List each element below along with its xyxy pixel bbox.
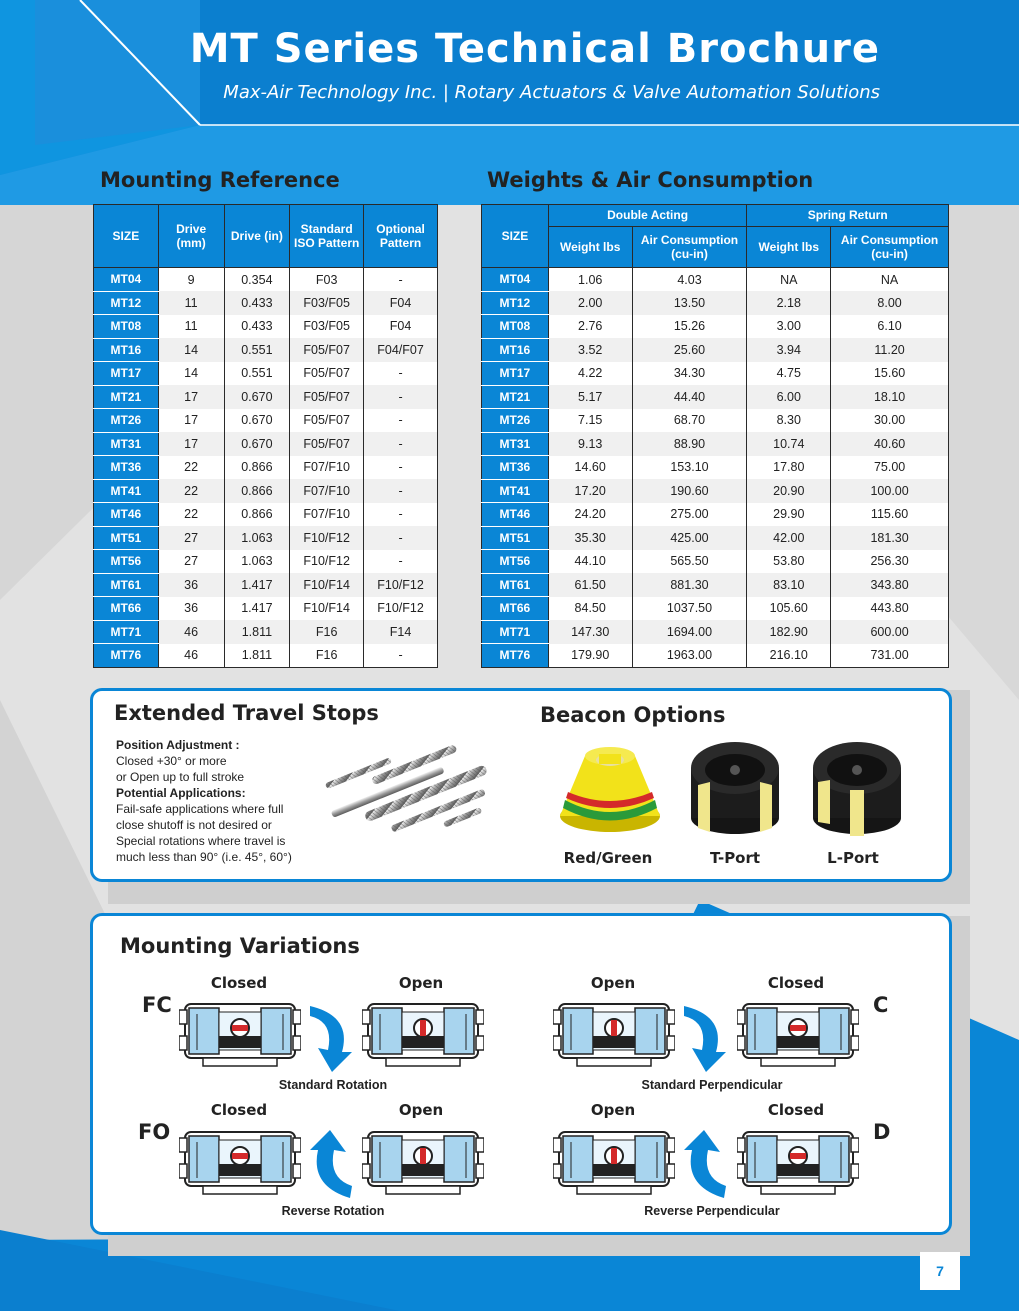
weights-table bbox=[481, 204, 949, 668]
position-label: Position Adjustment : bbox=[116, 738, 240, 752]
size-cell: MT41 bbox=[482, 479, 549, 503]
applications-label: Potential Applications: bbox=[116, 786, 246, 800]
table-row bbox=[482, 315, 949, 339]
actuator-diagram bbox=[553, 1000, 675, 1068]
table-row bbox=[94, 503, 438, 527]
travel-stops-description bbox=[116, 737, 316, 865]
state-label: Closed bbox=[210, 974, 268, 992]
group-header: Double Acting bbox=[548, 205, 747, 227]
table-cell: 153.10 bbox=[632, 456, 747, 480]
table-cell: - bbox=[364, 385, 438, 409]
table-cell: 0.551 bbox=[224, 338, 290, 362]
table-cell: 34.30 bbox=[632, 362, 747, 386]
table-cell: F05/F07 bbox=[290, 409, 364, 433]
table-cell: F03/F05 bbox=[290, 315, 364, 339]
table-cell: 3.00 bbox=[747, 315, 831, 339]
mounting-reference-heading: Mounting Reference bbox=[100, 168, 340, 192]
table-cell: 115.60 bbox=[831, 503, 949, 527]
table-cell: F05/F07 bbox=[290, 432, 364, 456]
variation-code-c: C bbox=[873, 993, 889, 1017]
state-label: Open bbox=[398, 1101, 444, 1119]
size-cell: MT36 bbox=[482, 456, 549, 480]
table-cell: 17 bbox=[158, 385, 224, 409]
state-label: Closed bbox=[767, 1101, 825, 1119]
state-label: Open bbox=[590, 974, 636, 992]
table-row bbox=[482, 620, 949, 644]
table-cell: - bbox=[364, 432, 438, 456]
table-cell: 1037.50 bbox=[632, 597, 747, 621]
table-cell: 27 bbox=[158, 526, 224, 550]
table-row bbox=[482, 432, 949, 456]
table-cell: F07/F10 bbox=[290, 503, 364, 527]
table-cell: 216.10 bbox=[747, 644, 831, 668]
actuator-diagram bbox=[737, 1000, 859, 1068]
table-cell: 61.50 bbox=[548, 573, 632, 597]
table-cell: 10.74 bbox=[747, 432, 831, 456]
table-row bbox=[94, 291, 438, 315]
column-header: Air Consumption (cu-in) bbox=[632, 227, 747, 268]
state-label: Closed bbox=[210, 1101, 268, 1119]
table-cell: 100.00 bbox=[831, 479, 949, 503]
table-cell: 0.866 bbox=[224, 503, 290, 527]
table-cell: F04/F07 bbox=[364, 338, 438, 362]
table-cell: 53.80 bbox=[747, 550, 831, 574]
table-cell: F16 bbox=[290, 620, 364, 644]
table-cell: 1.06 bbox=[548, 268, 632, 292]
reverse-rotation-arrow-icon bbox=[310, 1128, 360, 1200]
table-cell: 9 bbox=[158, 268, 224, 292]
variation-caption: Reverse Rotation bbox=[281, 1204, 385, 1218]
beacon-option-label: L-Port bbox=[827, 849, 879, 867]
table-cell: 84.50 bbox=[548, 597, 632, 621]
size-cell: MT21 bbox=[482, 385, 549, 409]
beacon-option-label: Red/Green bbox=[563, 849, 653, 867]
table-cell: 443.80 bbox=[831, 597, 949, 621]
applications-line: Fail-safe applications where full bbox=[116, 802, 284, 816]
actuator-diagram bbox=[737, 1128, 859, 1196]
table-cell: 11.20 bbox=[831, 338, 949, 362]
table-cell: - bbox=[364, 456, 438, 480]
size-cell: MT66 bbox=[94, 597, 159, 621]
table-cell: 1.063 bbox=[224, 550, 290, 574]
table-cell: F04 bbox=[364, 315, 438, 339]
table-cell: 17 bbox=[158, 432, 224, 456]
table-cell: F07/F10 bbox=[290, 456, 364, 480]
size-cell: MT26 bbox=[482, 409, 549, 433]
table-row bbox=[94, 432, 438, 456]
table-cell: - bbox=[364, 644, 438, 668]
table-row bbox=[94, 362, 438, 386]
table-cell: F16 bbox=[290, 644, 364, 668]
size-cell: MT41 bbox=[94, 479, 159, 503]
size-cell: MT66 bbox=[482, 597, 549, 621]
table-cell: 4.03 bbox=[632, 268, 747, 292]
table-row bbox=[482, 291, 949, 315]
size-cell: MT51 bbox=[482, 526, 549, 550]
actuator-diagram bbox=[362, 1000, 484, 1068]
table-cell: 2.00 bbox=[548, 291, 632, 315]
size-cell: MT76 bbox=[94, 644, 159, 668]
column-header: SIZE bbox=[94, 205, 159, 268]
table-row bbox=[482, 503, 949, 527]
size-cell: MT46 bbox=[482, 503, 549, 527]
table-cell: F03/F05 bbox=[290, 291, 364, 315]
table-cell: 20.90 bbox=[747, 479, 831, 503]
column-header: Drive (mm) bbox=[158, 205, 224, 268]
state-label: Open bbox=[398, 974, 444, 992]
size-cell: MT61 bbox=[482, 573, 549, 597]
size-cell: MT61 bbox=[94, 573, 159, 597]
table-cell: 565.50 bbox=[632, 550, 747, 574]
table-row bbox=[482, 338, 949, 362]
table-cell: 15.26 bbox=[632, 315, 747, 339]
table-row bbox=[94, 338, 438, 362]
column-header: Standard ISO Pattern bbox=[290, 205, 364, 268]
table-cell: - bbox=[364, 550, 438, 574]
size-cell: MT31 bbox=[94, 432, 159, 456]
table-cell: 22 bbox=[158, 503, 224, 527]
table-cell: 343.80 bbox=[831, 573, 949, 597]
table-cell: 182.90 bbox=[747, 620, 831, 644]
table-row bbox=[94, 315, 438, 339]
size-cell: MT16 bbox=[94, 338, 159, 362]
table-cell: 25.60 bbox=[632, 338, 747, 362]
table-row bbox=[482, 268, 949, 292]
table-row bbox=[94, 597, 438, 621]
column-header: Drive (in) bbox=[224, 205, 290, 268]
state-label: Open bbox=[590, 1101, 636, 1119]
table-row bbox=[482, 550, 949, 574]
brochure-title: MT Series Technical Brochure bbox=[189, 26, 880, 72]
table-row bbox=[482, 573, 949, 597]
table-cell: 3.94 bbox=[747, 338, 831, 362]
variation-caption: Standard Perpendicular bbox=[641, 1078, 783, 1092]
column-header: SIZE bbox=[482, 205, 549, 268]
table-row bbox=[482, 644, 949, 668]
rotation-arrow-icon bbox=[306, 1002, 356, 1074]
table-cell: 0.670 bbox=[224, 409, 290, 433]
actuator-diagram bbox=[362, 1128, 484, 1196]
weights-heading: Weights & Air Consumption bbox=[487, 168, 814, 192]
table-cell: 0.866 bbox=[224, 479, 290, 503]
table-cell: F10/F12 bbox=[364, 573, 438, 597]
table-cell: F05/F07 bbox=[290, 362, 364, 386]
size-cell: MT71 bbox=[94, 620, 159, 644]
variation-code-fo: FO bbox=[138, 1120, 171, 1144]
table-row bbox=[482, 479, 949, 503]
table-cell: F10/F12 bbox=[290, 550, 364, 574]
size-cell: MT56 bbox=[482, 550, 549, 574]
table-cell: 0.433 bbox=[224, 315, 290, 339]
table-row bbox=[94, 644, 438, 668]
table-cell: F10/F14 bbox=[290, 597, 364, 621]
table-cell: 9.13 bbox=[548, 432, 632, 456]
beacon-option-label: T-Port bbox=[709, 849, 761, 867]
table-cell: 75.00 bbox=[831, 456, 949, 480]
table-cell: 18.10 bbox=[831, 385, 949, 409]
table-row bbox=[94, 526, 438, 550]
table-cell: 11 bbox=[158, 315, 224, 339]
page-number: 7 bbox=[920, 1252, 960, 1290]
table-cell: 181.30 bbox=[831, 526, 949, 550]
table-row bbox=[482, 526, 949, 550]
table-cell: 15.60 bbox=[831, 362, 949, 386]
table-cell: 4.75 bbox=[747, 362, 831, 386]
size-cell: MT46 bbox=[94, 503, 159, 527]
variation-caption: Standard Rotation bbox=[278, 1078, 388, 1092]
l-port-beacon-image bbox=[810, 740, 905, 840]
table-cell: 5.17 bbox=[548, 385, 632, 409]
table-cell: 256.30 bbox=[831, 550, 949, 574]
travel-stop-rods-image bbox=[322, 732, 502, 867]
table-cell: 29.90 bbox=[747, 503, 831, 527]
table-cell: 1.417 bbox=[224, 573, 290, 597]
table-cell: F10/F12 bbox=[364, 597, 438, 621]
variation-caption: Reverse Perpendicular bbox=[644, 1204, 780, 1218]
column-header: Air Consumption (cu-in) bbox=[831, 227, 949, 268]
table-cell: 2.76 bbox=[548, 315, 632, 339]
position-line: or Open up to full stroke bbox=[116, 770, 245, 784]
table-cell: 0.433 bbox=[224, 291, 290, 315]
size-cell: MT51 bbox=[94, 526, 159, 550]
applications-line: Special rotations where travel is bbox=[116, 834, 286, 848]
actuator-diagram bbox=[179, 1128, 301, 1196]
table-cell: 190.60 bbox=[632, 479, 747, 503]
table-cell: F07/F10 bbox=[290, 479, 364, 503]
size-cell: MT08 bbox=[94, 315, 159, 339]
table-cell: - bbox=[364, 479, 438, 503]
table-cell: F04 bbox=[364, 291, 438, 315]
size-cell: MT56 bbox=[94, 550, 159, 574]
table-cell: F10/F12 bbox=[290, 526, 364, 550]
table-cell: 8.00 bbox=[831, 291, 949, 315]
reverse-rotation-arrow-icon bbox=[684, 1128, 734, 1200]
table-cell: 17.80 bbox=[747, 456, 831, 480]
actuator-diagram bbox=[179, 1000, 301, 1068]
table-cell: 1.417 bbox=[224, 597, 290, 621]
table-cell: 179.90 bbox=[548, 644, 632, 668]
size-cell: MT04 bbox=[94, 268, 159, 292]
table-cell: 36 bbox=[158, 597, 224, 621]
table-cell: F14 bbox=[364, 620, 438, 644]
travel-stops-heading: Extended Travel Stops bbox=[114, 701, 379, 725]
actuator-diagram bbox=[553, 1128, 675, 1196]
table-cell: 17.20 bbox=[548, 479, 632, 503]
applications-line: close shutoff is not desired or bbox=[116, 818, 272, 832]
table-cell: 731.00 bbox=[831, 644, 949, 668]
table-cell: 1.811 bbox=[224, 644, 290, 668]
beacon-heading: Beacon Options bbox=[540, 703, 726, 727]
size-cell: MT12 bbox=[94, 291, 159, 315]
table-cell: 8.30 bbox=[747, 409, 831, 433]
table-cell: 46 bbox=[158, 620, 224, 644]
mounting-reference-table bbox=[93, 204, 438, 668]
table-cell: 1963.00 bbox=[632, 644, 747, 668]
table-cell: 7.15 bbox=[548, 409, 632, 433]
table-cell: 0.670 bbox=[224, 385, 290, 409]
size-cell: MT71 bbox=[482, 620, 549, 644]
table-cell: 44.40 bbox=[632, 385, 747, 409]
table-row bbox=[94, 573, 438, 597]
table-cell: F05/F07 bbox=[290, 385, 364, 409]
table-cell: 13.50 bbox=[632, 291, 747, 315]
table-row bbox=[94, 620, 438, 644]
table-cell: 2.18 bbox=[747, 291, 831, 315]
table-cell: 600.00 bbox=[831, 620, 949, 644]
table-cell: 1.811 bbox=[224, 620, 290, 644]
t-port-beacon-image bbox=[688, 740, 783, 840]
applications-line: much less than 90° (i.e. 45°, 60°) bbox=[116, 850, 292, 864]
table-cell: 881.30 bbox=[632, 573, 747, 597]
table-cell: 425.00 bbox=[632, 526, 747, 550]
table-cell: - bbox=[364, 503, 438, 527]
size-cell: MT08 bbox=[482, 315, 549, 339]
table-cell: 46 bbox=[158, 644, 224, 668]
table-cell: 36 bbox=[158, 573, 224, 597]
table-cell: 14 bbox=[158, 338, 224, 362]
size-cell: MT76 bbox=[482, 644, 549, 668]
table-cell: NA bbox=[747, 268, 831, 292]
size-cell: MT36 bbox=[94, 456, 159, 480]
variation-code-d: D bbox=[873, 1120, 891, 1144]
column-header: Weight lbs bbox=[747, 227, 831, 268]
table-cell: 24.20 bbox=[548, 503, 632, 527]
table-row bbox=[94, 456, 438, 480]
variation-code-fc: FC bbox=[142, 993, 172, 1017]
red-green-beacon-image bbox=[555, 738, 665, 838]
table-cell: 44.10 bbox=[548, 550, 632, 574]
table-cell: 3.52 bbox=[548, 338, 632, 362]
size-cell: MT26 bbox=[94, 409, 159, 433]
table-cell: 6.10 bbox=[831, 315, 949, 339]
table-cell: 42.00 bbox=[747, 526, 831, 550]
table-cell: 6.00 bbox=[747, 385, 831, 409]
table-cell: 11 bbox=[158, 291, 224, 315]
table-cell: 0.866 bbox=[224, 456, 290, 480]
group-header: Spring Return bbox=[747, 205, 949, 227]
mounting-variations-heading: Mounting Variations bbox=[120, 934, 360, 958]
table-cell: 17 bbox=[158, 409, 224, 433]
column-header: Weight lbs bbox=[548, 227, 632, 268]
table-row bbox=[94, 385, 438, 409]
table-cell: 88.90 bbox=[632, 432, 747, 456]
table-cell: - bbox=[364, 409, 438, 433]
size-cell: MT16 bbox=[482, 338, 549, 362]
table-cell: 0.354 bbox=[224, 268, 290, 292]
table-cell: 83.10 bbox=[747, 573, 831, 597]
table-cell: 35.30 bbox=[548, 526, 632, 550]
size-cell: MT17 bbox=[482, 362, 549, 386]
rotation-arrow-icon bbox=[680, 1002, 730, 1074]
table-cell: - bbox=[364, 362, 438, 386]
table-row bbox=[482, 362, 949, 386]
table-row bbox=[482, 597, 949, 621]
table-cell: 4.22 bbox=[548, 362, 632, 386]
table-row bbox=[94, 268, 438, 292]
table-row bbox=[482, 409, 949, 433]
table-cell: - bbox=[364, 526, 438, 550]
table-row bbox=[94, 479, 438, 503]
table-cell: 147.30 bbox=[548, 620, 632, 644]
table-row bbox=[94, 550, 438, 574]
table-row bbox=[482, 385, 949, 409]
brochure-subtitle: Max-Air Technology Inc. | Rotary Actuators & Valve Automation Solutions bbox=[223, 82, 880, 103]
size-cell: MT17 bbox=[94, 362, 159, 386]
table-cell: 22 bbox=[158, 479, 224, 503]
table-cell: 14.60 bbox=[548, 456, 632, 480]
table-cell: 0.670 bbox=[224, 432, 290, 456]
table-cell: F03 bbox=[290, 268, 364, 292]
table-cell: 0.551 bbox=[224, 362, 290, 386]
size-cell: MT04 bbox=[482, 268, 549, 292]
table-cell: F05/F07 bbox=[290, 338, 364, 362]
table-cell: F10/F14 bbox=[290, 573, 364, 597]
table-cell: - bbox=[364, 268, 438, 292]
size-cell: MT31 bbox=[482, 432, 549, 456]
column-header: Optional Pattern bbox=[364, 205, 438, 268]
table-cell: 105.60 bbox=[747, 597, 831, 621]
table-cell: 1.063 bbox=[224, 526, 290, 550]
state-label: Closed bbox=[767, 974, 825, 992]
size-cell: MT12 bbox=[482, 291, 549, 315]
table-cell: 1694.00 bbox=[632, 620, 747, 644]
table-row bbox=[94, 409, 438, 433]
table-cell: 275.00 bbox=[632, 503, 747, 527]
position-line: Closed +30° or more bbox=[116, 754, 227, 768]
table-cell: 27 bbox=[158, 550, 224, 574]
table-cell: 68.70 bbox=[632, 409, 747, 433]
size-cell: MT21 bbox=[94, 385, 159, 409]
table-cell: 14 bbox=[158, 362, 224, 386]
table-cell: NA bbox=[831, 268, 949, 292]
table-cell: 40.60 bbox=[831, 432, 949, 456]
table-cell: 22 bbox=[158, 456, 224, 480]
table-cell: 30.00 bbox=[831, 409, 949, 433]
table-row bbox=[482, 456, 949, 480]
